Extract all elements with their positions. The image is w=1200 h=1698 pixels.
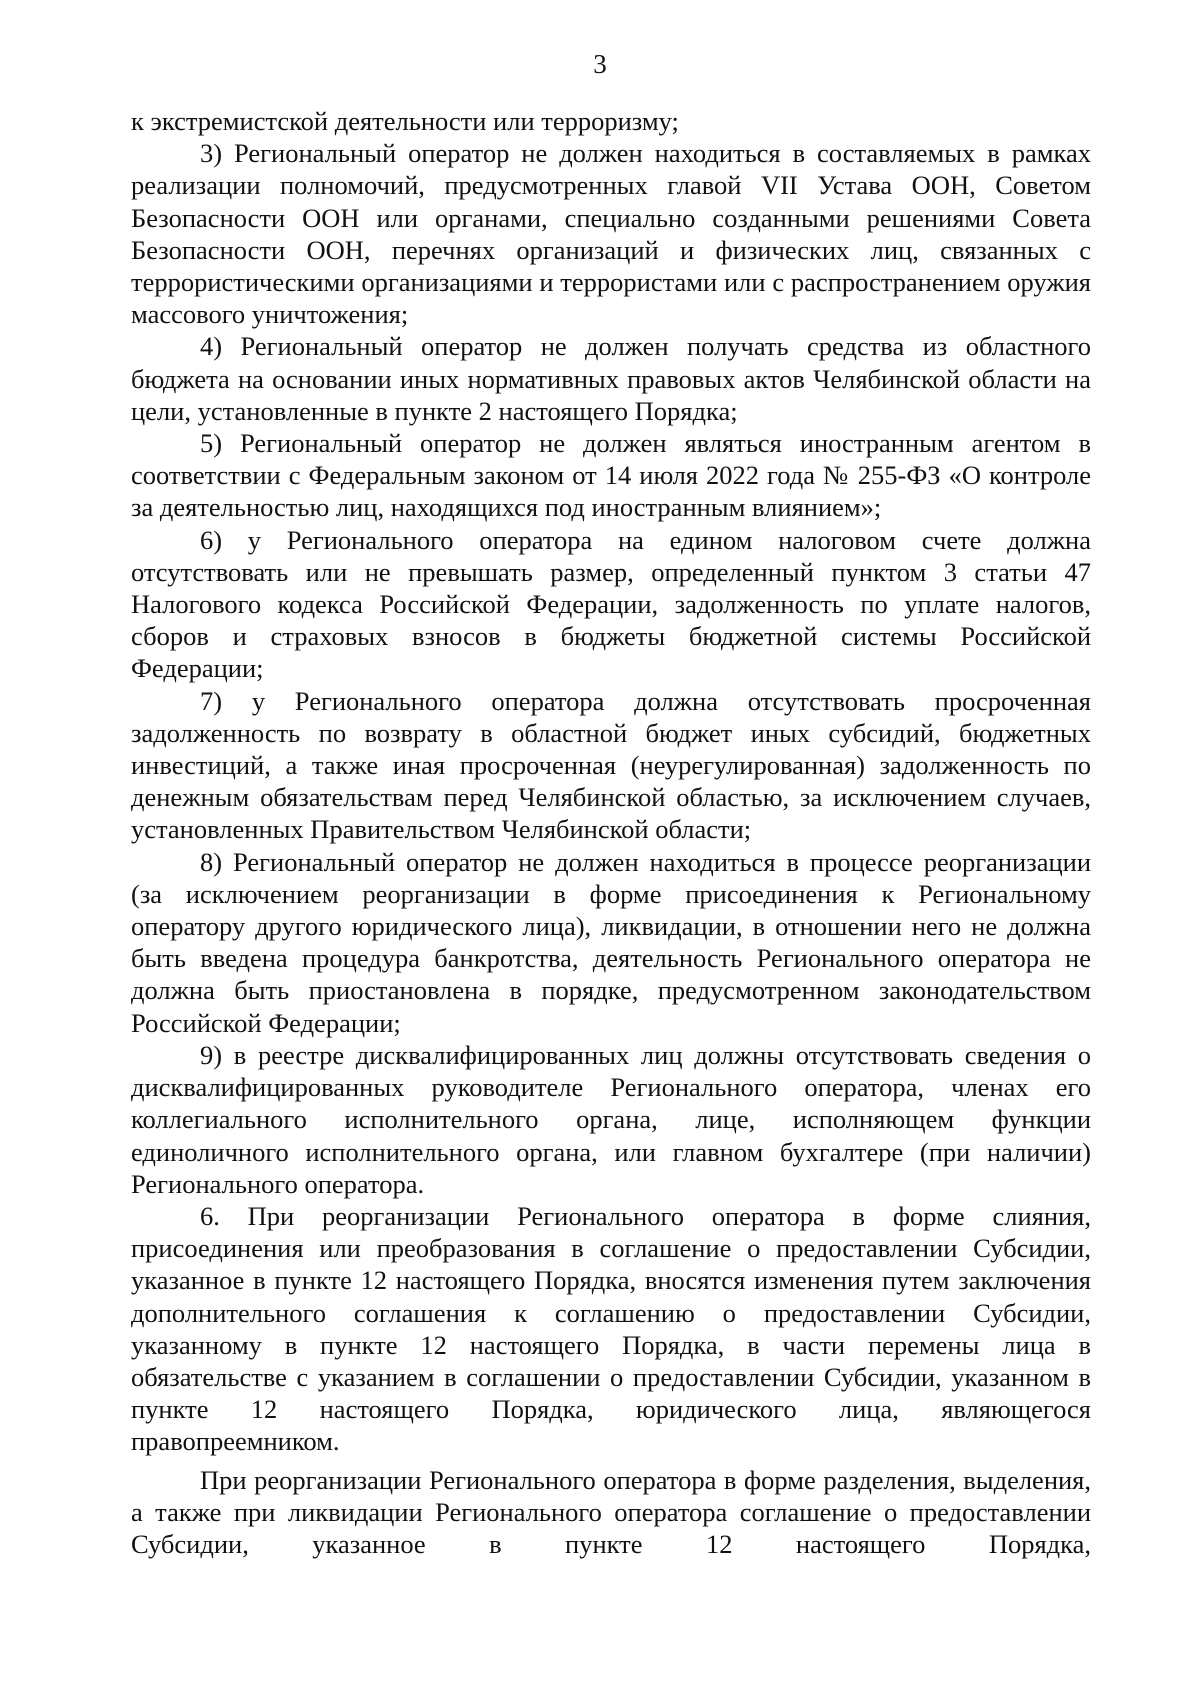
paragraph-item-7: 7) у Регионального оператора должна отсутствовать просроченная задолженность по возврату в областной бюджет иных субсидий, бюджетных инвестиций, а также иная просроченная (неурегулированная) задолженность по денежным обязательствам перед Челябинской областью, за исключением случаев, установленных Правительством Челябинской области;: [131, 685, 1091, 845]
paragraph-item-3: 3) Региональный оператор не должен находиться в составляемых в рамках реализации полномочий, предусмотренных главой VII Устава ООН, Советом Безопасности ООН или органами, специально созданными решениями Совета Безопасности ООН, перечнях организаций и физических лиц, связанных с террористическими организациями и террористами или с распространением оружия массового уничтожения;: [131, 138, 1091, 330]
paragraph-item-8: 8) Региональный оператор не должен находиться в процессе реорганизации (за исключением реорганизации в форме присоединения к Региональному оператору другого юридического лица), ликвидации, в отношении него не должна быть введена процедура банкротства, деятельность Регионального оператора не должна быть приостановлена в порядке, предусмотренном законодательством Российской Федерации;: [131, 846, 1091, 1038]
paragraph-item-6: 6) у Регионального оператора на едином налоговом счете должна отсутствовать или не превышать размер, определенный пунктом 3 статьи 47 Налогового кодекса Российской Федерации, задолженность по уплате налогов, сборов и страховых взносов в бюджеты бюджетной системы Российской Федерации;: [131, 524, 1091, 684]
page-number: 3: [593, 49, 607, 79]
paragraph-continuation: к экстремистской деятельности или терроризму;: [131, 106, 679, 136]
paragraph-reorganization: При реорганизации Регионального оператора в форме разделения, выделения, а также при ликвидации Регионального оператора соглашение о предоставлении Субсидии, указанное в пункте 12 настоящего Порядка,: [131, 1464, 1091, 1559]
paragraph-item-9: 9) в реестре дисквалифицированных лиц должны отсутствовать сведения о дисквалифицированных руководителе Регионального оператора, членах его коллегиального исполнительного органа, лице, исполняющем функции единоличного исполнительного органа, или главном бухгалтере (при наличии) Регионального оператора.: [131, 1039, 1091, 1199]
paragraph-item-4: 4) Региональный оператор не должен получать средства из областного бюджета на основании иных нормативных правовых актов Челябинской области на цели, установленные в пункте 2 настоящего Порядка;: [131, 331, 1091, 426]
document-body: [131, 105, 1091, 1560]
paragraph-point-6: 6. При реорганизации Регионального оператора в форме слияния, присоединения или преобразования в соглашение о предоставлении Субсидии, указанное в пункте 12 настоящего Порядка, вносятся изменения путем заключения дополнительного соглашения к соглашению о предоставлении Субсидии, указанному в пункте 12 настоящего Порядка, в части перемены лица в обязательстве с указанием в соглашении о предоставлении Субсидии, указанном в пункте 12 настоящего Порядка, юридического лица, являющегося правопреемником.: [131, 1200, 1091, 1457]
paragraph-item-5: 5) Региональный оператор не должен являться иностранным агентом в соответствии с Федеральным законом от 14 июля 2022 года № 255-ФЗ «О контроле за деятельностью лиц, находящихся под иностранным влиянием»;: [131, 428, 1091, 523]
